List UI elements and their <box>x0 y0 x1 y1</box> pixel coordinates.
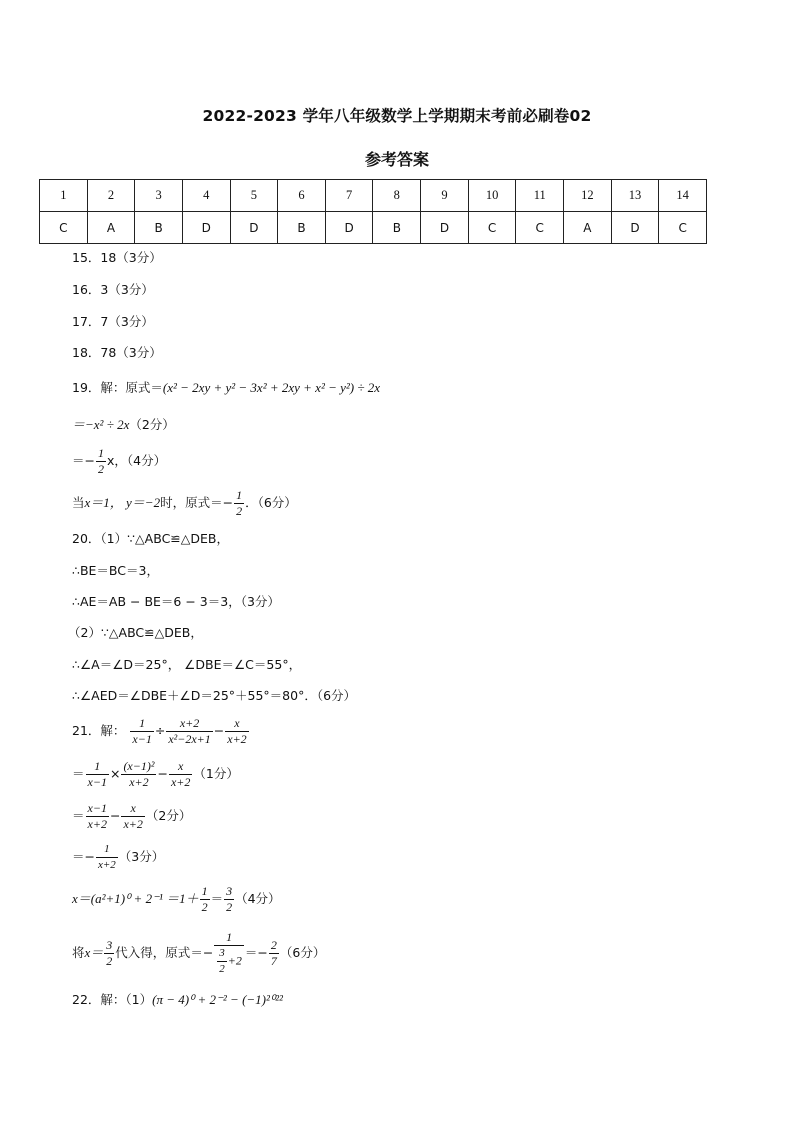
q19-label: 19．解：原式＝ <box>72 380 163 395</box>
answer-cell: D <box>230 212 278 244</box>
fraction <box>234 488 244 519</box>
answer-table-number-row <box>40 180 707 212</box>
fraction-numerator: 1 <box>236 488 243 502</box>
fraction-numerator: 3 <box>106 938 113 952</box>
denominator-tail: +2 <box>227 953 242 968</box>
answer-cell: D <box>325 212 373 244</box>
fraction-denominator: 2 <box>97 462 104 476</box>
q21-variable: x＝ <box>84 945 104 960</box>
q21-score-4: （4分） <box>235 891 281 906</box>
fraction-numerator: x <box>225 716 248 732</box>
q19-line-3 <box>72 446 166 477</box>
fraction-denominator: 2 <box>236 504 243 518</box>
answer-cell: B <box>135 212 183 244</box>
q21-line-5 <box>72 884 281 915</box>
fraction <box>166 716 212 747</box>
fraction-denominator: x−1 <box>87 775 107 789</box>
fraction-denominator: 2 <box>219 963 225 975</box>
fraction <box>269 938 279 969</box>
fraction-denominator: 2 <box>106 954 113 968</box>
answer-table <box>39 179 707 244</box>
fraction-denominator: x+2 <box>123 817 143 831</box>
fraction <box>225 716 248 747</box>
answer-cell: D <box>182 212 230 244</box>
times-sign: × <box>109 766 121 781</box>
q19-line-1 <box>72 380 380 396</box>
equals-minus: ＝− <box>190 945 214 960</box>
answer-cell: A <box>87 212 135 244</box>
fraction <box>121 801 144 832</box>
fraction <box>96 842 118 873</box>
q21-score-1: （1分） <box>193 766 239 781</box>
q19-line-2 <box>72 417 175 433</box>
q19-step-1: ＝−x² ÷ 2x <box>72 417 130 432</box>
fraction-numerator: 1 <box>130 716 153 732</box>
fraction-denominator: x+2 <box>170 775 191 789</box>
question-number-cell: 5 <box>230 180 278 212</box>
question-number-cell: 8 <box>373 180 421 212</box>
q19-condition: x＝1， y＝−2 <box>84 495 161 510</box>
equals-sign: ＝ <box>210 891 224 906</box>
q19-step-2-suffix: x，（4分） <box>106 453 167 468</box>
q21-score-3: （3分） <box>118 849 165 864</box>
question-number-cell: 7 <box>325 180 373 212</box>
q22-line-1 <box>72 992 283 1008</box>
q20-line-3: ∴AE＝AB − BE＝6 − 3＝3，（3分） <box>72 594 280 609</box>
equals-sign: ＝ <box>72 808 85 823</box>
question-number-cell: 10 <box>468 180 516 212</box>
fraction-numerator: 1 <box>96 842 118 858</box>
fraction-denominator: x−1 <box>132 732 152 746</box>
answer-table-answer-row <box>40 212 707 244</box>
fraction-numerator: 2 <box>270 938 277 952</box>
q22-label: 22．解：（1） <box>72 992 153 1007</box>
fraction-numerator: x <box>169 759 192 775</box>
question-number-cell: 6 <box>278 180 326 212</box>
answer-cell: C <box>659 212 707 244</box>
q20-line-5: ∴∠A＝∠D＝25°， ∠DBE＝∠C＝55°， <box>72 657 302 672</box>
answer-cell: D <box>611 212 659 244</box>
question-number-cell: 12 <box>564 180 612 212</box>
fraction-numerator: 3 <box>226 884 233 898</box>
q20-line-4: （2）∵△ABC≌△DEB， <box>68 625 203 640</box>
page-subtitle: 参考答案 <box>364 150 429 169</box>
q20-line-1: 20．（1）∵△ABC≌△DEB， <box>72 531 229 546</box>
q21-x-value-expression: x＝(a²+1)⁰ + 2⁻¹ ＝1＋ <box>72 891 199 906</box>
answer-cell: B <box>373 212 421 244</box>
answer-cell: A <box>564 212 612 244</box>
minus-sign: − <box>213 723 225 738</box>
question-number-cell: 1 <box>40 180 88 212</box>
answer-cell: C <box>468 212 516 244</box>
complex-fraction <box>214 930 244 977</box>
equals-sign: ＝ <box>72 766 85 781</box>
answer-17: 17．7（3分） <box>72 314 154 329</box>
fraction-numerator: (x−1)² <box>123 759 155 773</box>
answer-15: 15．18（3分） <box>72 250 162 265</box>
fraction-numerator: 3 <box>217 946 227 962</box>
fraction-denominator <box>214 946 244 977</box>
q19-when: 当 <box>72 495 85 510</box>
fraction-denominator: 2 <box>226 900 233 914</box>
fraction <box>224 884 234 915</box>
q21-line-4 <box>72 842 164 873</box>
q21-line-2 <box>72 759 239 790</box>
fraction-denominator: x+2 <box>87 817 107 831</box>
q21-substitute-text: 将 <box>72 945 85 960</box>
q20-line-6: ∴∠AED＝∠DBE＋∠D＝25°＋55°＝80°．（6分） <box>72 688 357 703</box>
q20-line-2: ∴BE＝BC＝3， <box>72 563 159 578</box>
fraction-numerator: 1 <box>214 930 244 946</box>
fraction <box>86 759 109 790</box>
question-number-cell: 14 <box>659 180 707 212</box>
fraction-denominator: x+2 <box>227 732 247 746</box>
q19-line-4 <box>72 488 297 519</box>
answer-16: 16．3（3分） <box>72 282 154 297</box>
fraction-numerator: x <box>121 801 144 817</box>
q19-score-1: （2分） <box>129 417 175 432</box>
question-number-cell: 13 <box>611 180 659 212</box>
q22-expression: (π − 4)⁰ + 2⁻² − (−1)²⁰²² <box>152 992 283 1007</box>
answer-cell: B <box>278 212 326 244</box>
minus-sign: − <box>109 808 121 823</box>
fraction <box>200 884 210 915</box>
fraction-denominator: 7 <box>270 954 277 968</box>
equals-minus: ＝− <box>244 945 268 960</box>
q19-score-final: ．（6分） <box>245 495 297 510</box>
q21-label: 21．解： <box>72 723 126 738</box>
q21-score-2: （2分） <box>145 808 192 823</box>
question-number-cell: 2 <box>87 180 135 212</box>
fraction <box>96 446 106 477</box>
question-number-cell: 11 <box>516 180 564 212</box>
question-number-cell: 9 <box>421 180 469 212</box>
divide-sign: ÷ <box>154 723 166 738</box>
q21-substitute-text-2: 代入得，原式 <box>115 945 191 960</box>
fraction-denominator: x²−2x+1 <box>168 732 211 746</box>
minus-sign: − <box>157 766 168 781</box>
answer-cell: D <box>421 212 469 244</box>
fraction-denominator: x+2 <box>129 775 149 789</box>
page-title: 2022-2023 学年八年级数学上学期期末考前必刷卷02 <box>202 107 592 125</box>
equals-minus: ＝− <box>72 849 95 864</box>
fraction <box>86 801 109 832</box>
q21-score-6: （6分） <box>279 945 326 960</box>
q21-line-3 <box>72 801 191 832</box>
q21-line-6 <box>72 930 325 977</box>
fraction-numerator: x+2 <box>166 716 212 732</box>
fraction-numerator: 1 <box>201 884 208 898</box>
q19-step-2-prefix: ＝− <box>72 453 95 468</box>
fraction-numerator: 1 <box>97 446 104 460</box>
fraction <box>121 759 156 790</box>
fraction-numerator: x−1 <box>87 801 107 815</box>
fraction <box>217 946 227 977</box>
answer-18: 18．78（3分） <box>72 345 162 360</box>
fraction <box>169 759 192 790</box>
fraction <box>104 938 114 969</box>
fraction <box>130 716 153 747</box>
question-number-cell: 4 <box>182 180 230 212</box>
fraction-numerator: 1 <box>86 759 109 775</box>
answer-cell: C <box>516 212 564 244</box>
q21-line-1 <box>72 716 250 747</box>
q19-result-text: 时，原式＝− <box>160 495 234 510</box>
fraction-denominator: x+2 <box>97 859 116 871</box>
question-number-cell: 3 <box>135 180 183 212</box>
q19-expression: (x² − 2xy + y² − 3x² + 2xy + x² − y²) ÷ 2x <box>162 380 381 395</box>
answer-cell: C <box>40 212 88 244</box>
fraction-denominator: 2 <box>201 900 208 914</box>
